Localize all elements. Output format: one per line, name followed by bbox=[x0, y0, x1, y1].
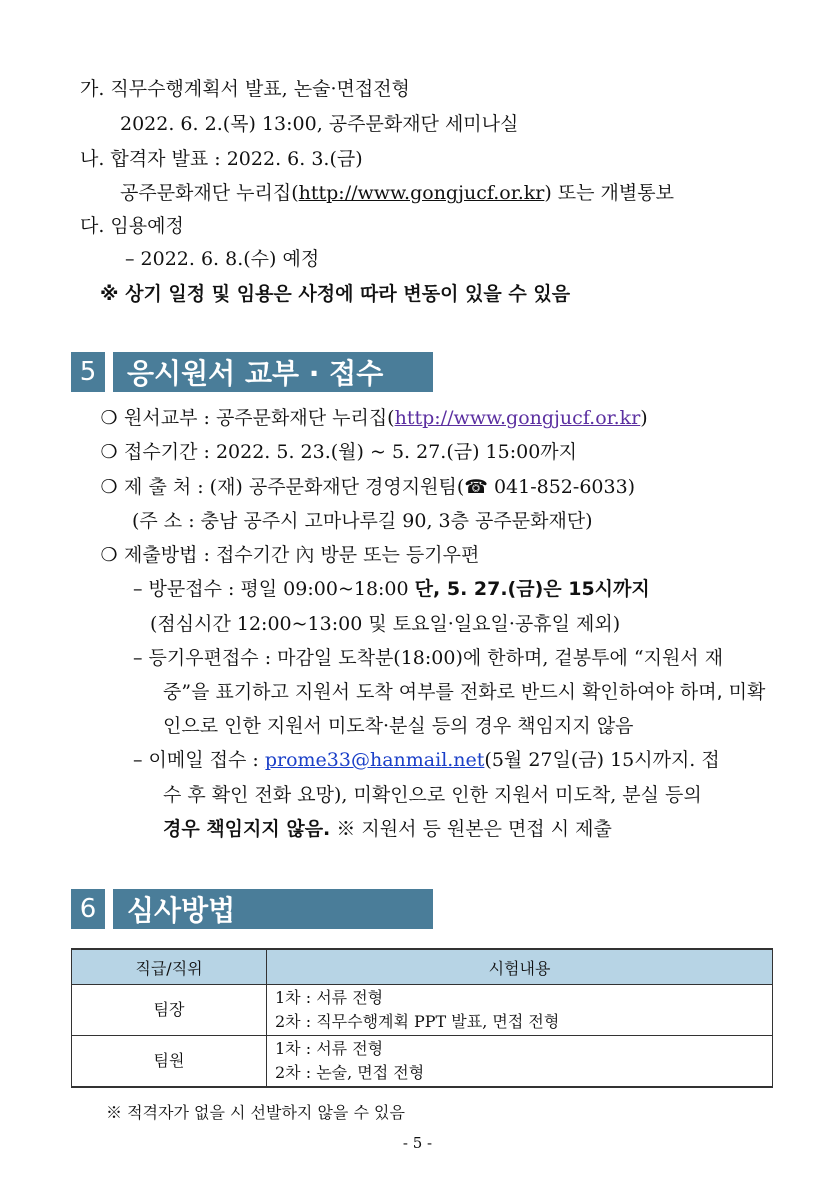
bullet-circle-icon: ❍ bbox=[100, 407, 118, 429]
mail-line-3: 인으로 인한 지원서 미도착·분실 등의 경우 책임지지 않음 bbox=[163, 715, 634, 737]
mail-line-2 bbox=[163, 679, 765, 705]
email-prefix: – 이메일 접수 : bbox=[133, 749, 265, 771]
s5-item-period bbox=[100, 439, 577, 465]
position-cell: 팀장 bbox=[72, 985, 267, 1036]
content-cell bbox=[267, 985, 773, 1036]
bullet-circle-icon: ❍ bbox=[100, 441, 118, 463]
s5-item2-text: 접수기간 : 2022. 5. 23.(월) ~ 5. 27.(금) 15:00까지 bbox=[124, 441, 578, 463]
table-header-row bbox=[72, 949, 773, 985]
mail-line2-b: 지원서 도착 여부를 전화로 반드시 확인하여야 하며, 미확 bbox=[294, 681, 766, 703]
table-row bbox=[72, 985, 773, 1036]
email-line-2: 수 후 확인 전화 요망), 미확인으로 인한 지원서 미도착, 분실 등의 bbox=[163, 784, 702, 806]
mail-line2-a: 중”을 표기하고 bbox=[163, 681, 295, 703]
s5-item1-prefix: 원서교부 : 공주문화재단 누리집( bbox=[124, 407, 395, 429]
visit-note: (점심시간 12:00~13:00 및 토요일·일요일·공휴일 제외) bbox=[150, 613, 621, 635]
table-row bbox=[72, 1036, 773, 1088]
na-detail-suffix: ) 또는 개별통보 bbox=[544, 182, 674, 204]
section-5-title: 응시원서 교부 · 접수 bbox=[113, 352, 433, 392]
content-line: 1차 : 서류 전형 bbox=[275, 1039, 384, 1058]
schedule-ga-detail: 2022. 6. 2.(목) 13:00, 공주문화재단 세미나실 bbox=[120, 113, 519, 135]
na-detail-prefix: 공주문화재단 누리집( bbox=[120, 182, 299, 204]
email-line3-rest: ※ 지원서 등 원본은 면접 시 제출 bbox=[330, 818, 612, 840]
content-cell bbox=[267, 1036, 773, 1088]
schedule-na-title: 나. 합격자 발표 : 2022. 6. 3.(금) bbox=[80, 148, 363, 170]
header-content: 시험내용 bbox=[267, 949, 773, 985]
schedule-note: ※ 상기 일정 및 임용은 사정에 따라 변동이 있을 수 있음 bbox=[100, 283, 571, 305]
section-6-number: 6 bbox=[71, 889, 105, 929]
gongjucf-link-2[interactable]: http://www.gongjucf.or.kr bbox=[394, 407, 641, 429]
schedule-da-detail: – 2022. 6. 8.(수) 예정 bbox=[125, 248, 320, 270]
section-6-title: 심사방법 bbox=[113, 889, 433, 929]
email-line-1 bbox=[133, 747, 720, 773]
mail-line-1: – 등기우편접수 : 마감일 도착분(18:00)에 한하며, 겉봉투에 “지원서 재 bbox=[133, 647, 724, 669]
gongjucf-link[interactable]: http://www.gongjucf.or.kr bbox=[298, 182, 545, 204]
email-suffix: (5월 27일(금) 15시까지. 접 bbox=[484, 749, 720, 771]
s5-item-issue bbox=[100, 405, 648, 431]
s5-item3-prefix: 제 출 처 : (재) 공주문화재단 경영지원팀( bbox=[124, 476, 465, 498]
phone-icon: ☎ bbox=[464, 476, 488, 498]
s5-item-address: (주 소 : 충남 공주시 고마나루길 90, 3층 공주문화재단) bbox=[132, 510, 593, 532]
page-number: - 5 - bbox=[402, 1134, 433, 1152]
s5-item1-suffix: ) bbox=[640, 407, 648, 429]
section-5-number: 5 bbox=[71, 352, 105, 392]
header-position: 직급/직위 bbox=[72, 949, 267, 985]
visit-submission bbox=[133, 576, 650, 602]
email-link[interactable]: prome33@hanmail.net bbox=[264, 749, 485, 771]
schedule-ga-title: 가. 직무수행계획서 발표, 논술·면접전형 bbox=[80, 78, 410, 100]
exam-method-table bbox=[71, 948, 773, 1088]
email-line3-bold: 경우 책임지지 않음. bbox=[163, 818, 331, 840]
position-cell: 팀원 bbox=[72, 1036, 267, 1088]
content-line: 1차 : 서류 전형 bbox=[275, 988, 384, 1007]
visit-prefix: – 방문접수 : 평일 09:00~18:00 bbox=[133, 578, 415, 600]
visit-deadline: 단, 5. 27.(금)은 15시까지 bbox=[414, 578, 650, 600]
content-line: 2차 : 논술, 면접 전형 bbox=[275, 1063, 425, 1082]
email-line-3 bbox=[163, 816, 612, 842]
content-line: 2차 : 직무수행계획 PPT 발표, 면접 전형 bbox=[275, 1012, 560, 1031]
schedule-da-title: 다. 임용예정 bbox=[80, 215, 184, 237]
bullet-circle-icon: ❍ bbox=[100, 544, 118, 566]
s5-item4-text: 제출방법 : 접수기간 內 방문 또는 등기우편 bbox=[124, 544, 480, 566]
schedule-na-detail bbox=[120, 180, 674, 206]
s5-item-method bbox=[100, 542, 479, 568]
bullet-circle-icon: ❍ bbox=[100, 476, 118, 498]
s5-item-submit bbox=[100, 474, 635, 500]
section-6-note: ※ 적격자가 없을 시 선발하지 않을 수 있음 bbox=[106, 1103, 405, 1122]
s5-item3-suffix: 041-852-6033) bbox=[487, 476, 636, 498]
